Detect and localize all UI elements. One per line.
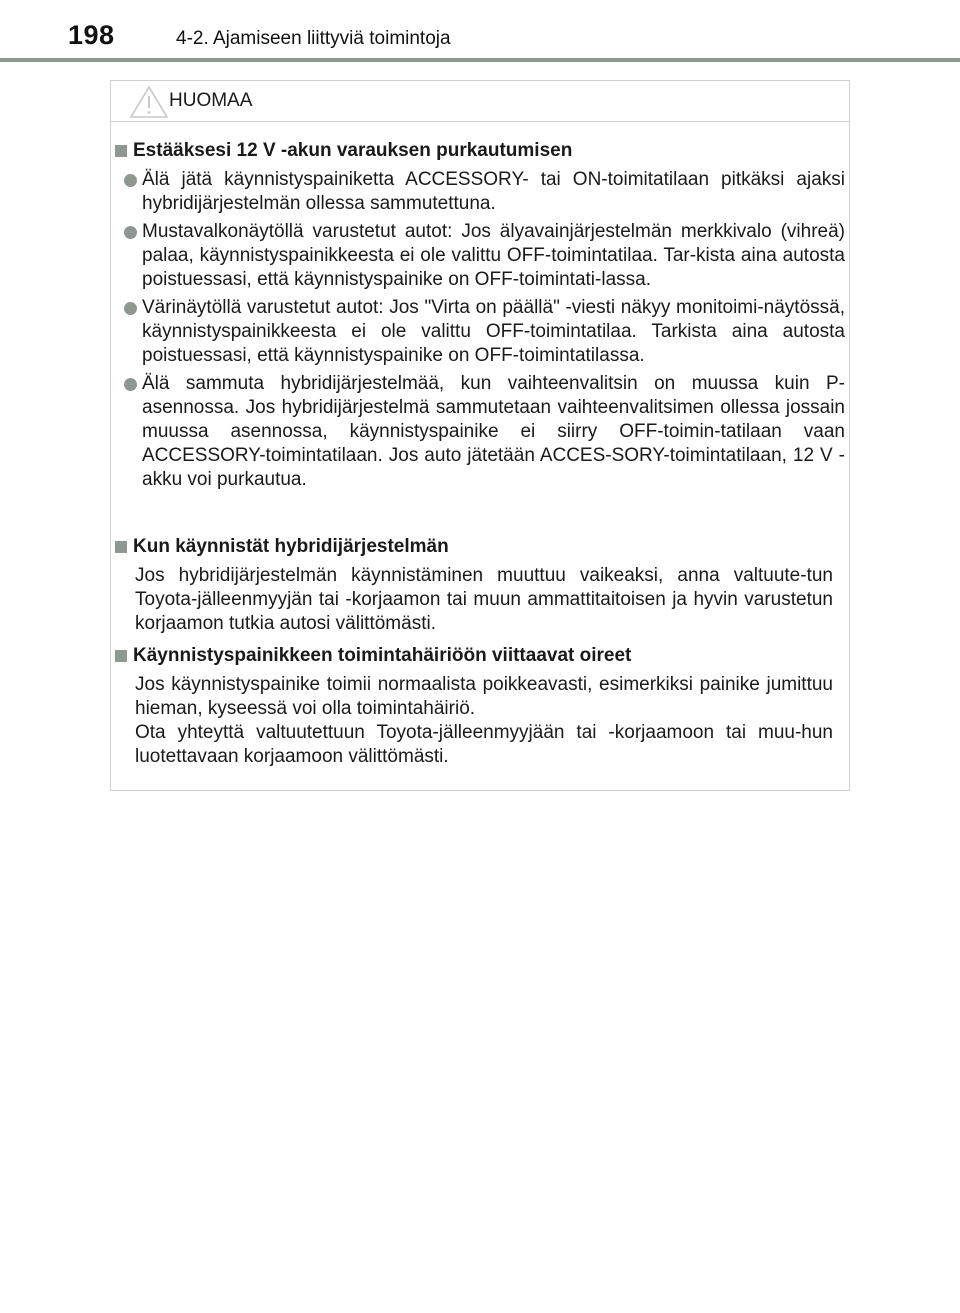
section-title: Kun käynnistät hybridijärjestelmän — [115, 534, 845, 560]
page-number: 198 — [68, 20, 115, 50]
section-text: Jos käynnistyspainike toimii normaalista poikkeavasti, esimerkiksi painike jumittuu hieman, kyseessä voi olla toimintahäiriö. — [135, 674, 833, 719]
list-item: Värinäytöllä varustetut autot: Jos "Virta on päällä" -viesti näkyy monitoimi-näytössä, käynnistyspainikkeesta ei ole valittu OFF-toimintatilaa. Tarkista aina autosta poistuessasi, että käynnistyspainike on OFF-toimintatilassa. — [115, 296, 845, 368]
section-text: Jos hybridijärjestelmän käynnistäminen muuttuu vaikeaksi, anna valtuute-tun Toyota-jälleenmyyjän tai -korjaamon tai muun ammattitaitoisen ja hyvin varustetun korjaamon tutkia autosi välittömästi. — [135, 565, 833, 634]
section-malfunction — [115, 643, 845, 769]
list-item: Mustavalkonäytöllä varustetut autot: Jos älyavainjärjestelmän merkkivalo (vihreä) palaa, käynnistyspainikkeesta ei ole valittu OFF-toimintatilaa. Tar-kista aina autosta poistuessasi, että käynnistyspainike on OFF-toimintati-lassa. — [115, 220, 845, 292]
section-text: Ota yhteyttä valtuutettuun Toyota-jälleenmyyjään tai -korjaamoon tai muu-hun luotettavaan korjaamoon välittömästi. — [135, 722, 833, 767]
round-bullet-icon — [124, 174, 137, 187]
list-item: Älä jätä käynnistyspainiketta ACCESSORY- tai ON-toimitatilaan pitkäksi ajaksi hybridijärjestelmän ollessa sammutettuna. — [115, 168, 845, 216]
round-bullet-icon — [124, 226, 137, 239]
section-battery — [115, 138, 845, 492]
header-rule — [0, 58, 960, 62]
page-header — [0, 0, 960, 62]
section-start-system — [115, 534, 845, 636]
section-title: Käynnistyspainikkeen toimintahäiriöön viittaavat oireet — [115, 643, 845, 669]
notice-title: HUOMAA — [169, 90, 253, 111]
list-item: Älä sammuta hybridijärjestelmää, kun vaihteenvalitsin on muussa kuin P-asennossa. Jos hybridijärjestelmä sammutetaan vaihteenvalitsimen ollessa jossain muussa asennossa, käynnistyspainike ei siirry OFF-toimin-tatilaan vaan ACCESSORY-toimintatilaan. Jos auto jätetään ACCES-SORY-toimintatilaan, 12 V -akku voi purkautua. — [115, 372, 845, 492]
notice-header — [111, 81, 849, 122]
section-title: Estääksesi 12 V -akun varauksen purkautumisen — [115, 138, 845, 164]
square-bullet-icon — [115, 145, 127, 157]
warning-triangle-icon — [129, 85, 169, 119]
round-bullet-icon — [124, 378, 137, 391]
square-bullet-icon — [115, 541, 127, 553]
notice-box — [110, 80, 850, 791]
square-bullet-icon — [115, 650, 127, 662]
chapter-title: 4-2. Ajamiseen liittyviä toimintoja — [176, 28, 451, 49]
round-bullet-icon — [124, 302, 137, 315]
